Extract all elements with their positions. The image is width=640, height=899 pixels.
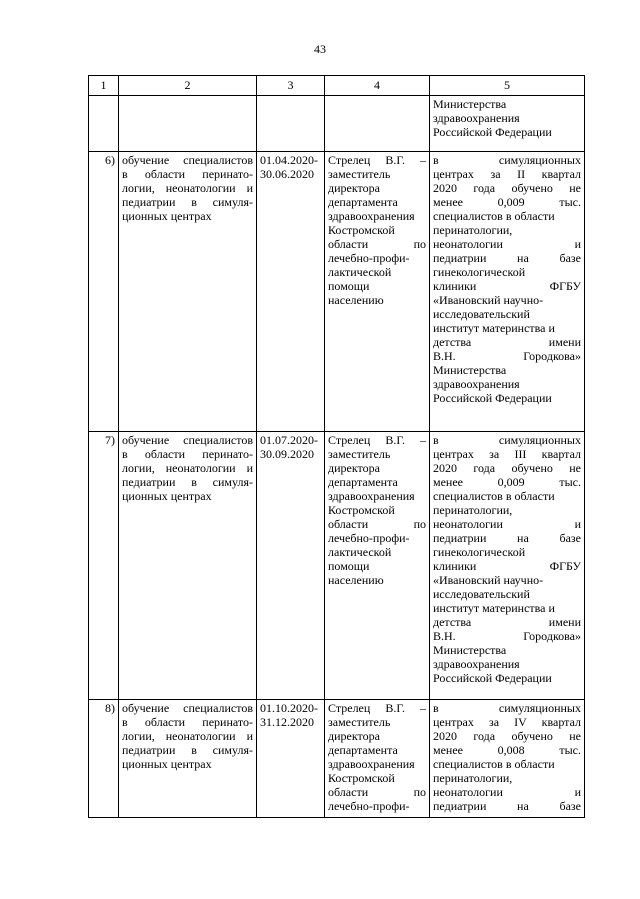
cell-line: Костромской: [328, 503, 395, 517]
table-cell: [325, 96, 430, 152]
result-cell: [430, 152, 585, 432]
cell-line: лечебно-профи-: [328, 251, 410, 265]
cell-line: Российской Федерации: [433, 125, 552, 139]
period-cell: [257, 152, 325, 432]
cell-line: Стрелец В.Г. –: [328, 701, 426, 715]
row-number: 7): [89, 432, 119, 700]
cell-line: населению: [328, 573, 384, 587]
table-row: [89, 700, 585, 818]
cell-line: клиники ФГБУ: [433, 279, 581, 293]
cell-line: неонатологии и: [433, 237, 581, 251]
cell-line: директора: [328, 729, 380, 743]
cell-line: 01.10.2020-: [260, 701, 318, 715]
cell-line: Министерства: [433, 643, 507, 657]
cell-line: В.Н. Городкова»: [433, 629, 581, 643]
cell-line: логии, неонатологии и: [122, 181, 253, 195]
period-cell: [257, 432, 325, 700]
cell-line: педиатрии на базе: [433, 531, 581, 545]
responsible-cell: [325, 700, 430, 818]
cell-line: здравоохранения: [433, 657, 520, 671]
table-header-row: [89, 76, 585, 96]
result-cell: [430, 96, 585, 152]
cell-line: исследовательский: [433, 587, 530, 601]
page-number: 43: [314, 42, 326, 56]
cell-line: «Ивановский научно-: [433, 573, 544, 587]
cell-line: в области перинато-: [122, 167, 253, 181]
table-cell: [257, 96, 325, 152]
cell-line: Стрелец В.Г. –: [328, 153, 426, 167]
cell-line: в области перинато-: [122, 447, 253, 461]
cell-line: 2020 года обучено не: [433, 461, 581, 475]
continuation-row: [89, 96, 585, 152]
cell-line: 31.12.2020: [260, 715, 314, 729]
cell-line: области по: [328, 785, 426, 799]
table-cell: [89, 96, 119, 152]
cell-line: здравоохранения: [328, 489, 415, 503]
cell-line: обучение специалистов: [122, 701, 253, 715]
cell-line: обучение специалистов: [122, 433, 253, 447]
schedule-table: [88, 75, 585, 818]
cell-line: лактической: [328, 545, 392, 559]
cell-line: специалистов в области: [433, 209, 555, 223]
cell-line: перинатологии,: [433, 223, 513, 237]
cell-line: логии, неонатологии и: [122, 729, 253, 743]
cell-line: педиатрии на базе: [433, 251, 581, 265]
cell-line: директора: [328, 461, 380, 475]
cell-line: центрах за IV квартал: [433, 715, 581, 729]
cell-line: директора: [328, 181, 380, 195]
cell-line: специалистов в области: [433, 757, 555, 771]
cell-line: 01.07.2020-: [260, 433, 318, 447]
measure-cell: [119, 432, 257, 700]
header-cell: 4: [325, 76, 430, 96]
result-cell: [430, 700, 585, 818]
row-number: 6): [89, 152, 119, 432]
cell-line: Министерства: [433, 363, 507, 377]
cell-line: исследовательский: [433, 307, 530, 321]
cell-line: менее 0,008 тыс.: [433, 743, 581, 757]
measure-cell: [119, 700, 257, 818]
cell-line: ционных центрах: [122, 489, 212, 503]
cell-line: педиатрии на базе: [433, 799, 581, 813]
cell-line: менее 0,009 тыс.: [433, 195, 581, 209]
cell-line: менее 0,009 тыс.: [433, 475, 581, 489]
cell-line: педиатрии в симуля-: [122, 195, 253, 209]
table-row: [89, 432, 585, 700]
cell-line: перинатологии,: [433, 503, 513, 517]
row-number: 8): [89, 700, 119, 818]
cell-line: населению: [328, 293, 384, 307]
cell-line: центрах за III квартал: [433, 447, 581, 461]
cell-line: в области перинато-: [122, 715, 253, 729]
cell-line: детства имени: [433, 335, 581, 349]
cell-line: В.Н. Городкова»: [433, 349, 581, 363]
cell-line: области по: [328, 517, 426, 531]
period-cell: [257, 700, 325, 818]
cell-line: неонатологии и: [433, 517, 581, 531]
cell-line: здравоохранения: [328, 757, 415, 771]
cell-line: Российской Федерации: [433, 391, 552, 405]
cell-line: гинекологической: [433, 545, 526, 559]
cell-line: в симуляционных: [433, 153, 581, 167]
cell-line: детства имени: [433, 615, 581, 629]
cell-line: институт материнства и: [433, 321, 555, 335]
cell-line: 01.04.2020-: [260, 153, 318, 167]
cell-line: Министерства: [433, 97, 507, 111]
responsible-cell: [325, 432, 430, 700]
cell-line: помощи: [328, 559, 370, 573]
cell-line: лечебно-профи-: [328, 531, 410, 545]
cell-line: неонатологии и: [433, 785, 581, 799]
cell-line: Костромской: [328, 223, 395, 237]
header-cell: 1: [89, 76, 119, 96]
cell-line: обучение специалистов: [122, 153, 253, 167]
cell-line: здравоохранения: [433, 377, 520, 391]
cell-line: 2020 года обучено не: [433, 181, 581, 195]
cell-line: области по: [328, 237, 426, 251]
header-cell: 2: [119, 76, 257, 96]
cell-line: институт материнства и: [433, 601, 555, 615]
result-cell: [430, 432, 585, 700]
cell-line: здравоохранения: [433, 111, 520, 125]
cell-line: департамента: [328, 195, 398, 209]
cell-line: заместитель: [328, 167, 391, 181]
cell-line: педиатрии в симуля-: [122, 475, 253, 489]
cell-line: в симуляционных: [433, 701, 581, 715]
cell-line: заместитель: [328, 715, 391, 729]
cell-line: заместитель: [328, 447, 391, 461]
cell-line: специалистов в области: [433, 489, 555, 503]
cell-line: ционных центрах: [122, 757, 212, 771]
cell-line: лечебно-профи-: [328, 799, 410, 813]
cell-line: логии, неонатологии и: [122, 461, 253, 475]
cell-line: гинекологической: [433, 265, 526, 279]
cell-line: перинатологии,: [433, 771, 513, 785]
table-row: [89, 152, 585, 432]
cell-line: 2020 года обучено не: [433, 729, 581, 743]
table-cell: [119, 96, 257, 152]
header-cell: 5: [430, 76, 585, 96]
cell-line: 30.06.2020: [260, 167, 314, 181]
cell-line: центрах за II квартал: [433, 167, 581, 181]
cell-line: Стрелец В.Г. –: [328, 433, 426, 447]
cell-line: клиники ФГБУ: [433, 559, 581, 573]
measure-cell: [119, 152, 257, 432]
cell-line: «Ивановский научно-: [433, 293, 544, 307]
cell-line: лактической: [328, 265, 392, 279]
cell-line: департамента: [328, 743, 398, 757]
responsible-cell: [325, 152, 430, 432]
cell-line: здравоохранения: [328, 209, 415, 223]
cell-line: педиатрии в симуля-: [122, 743, 253, 757]
cell-line: 30.09.2020: [260, 447, 314, 461]
cell-line: помощи: [328, 279, 370, 293]
cell-line: ционных центрах: [122, 209, 212, 223]
cell-line: Российской Федерации: [433, 671, 552, 685]
cell-line: Костромской: [328, 771, 395, 785]
cell-line: в симуляционных: [433, 433, 581, 447]
header-cell: 3: [257, 76, 325, 96]
cell-line: департамента: [328, 475, 398, 489]
